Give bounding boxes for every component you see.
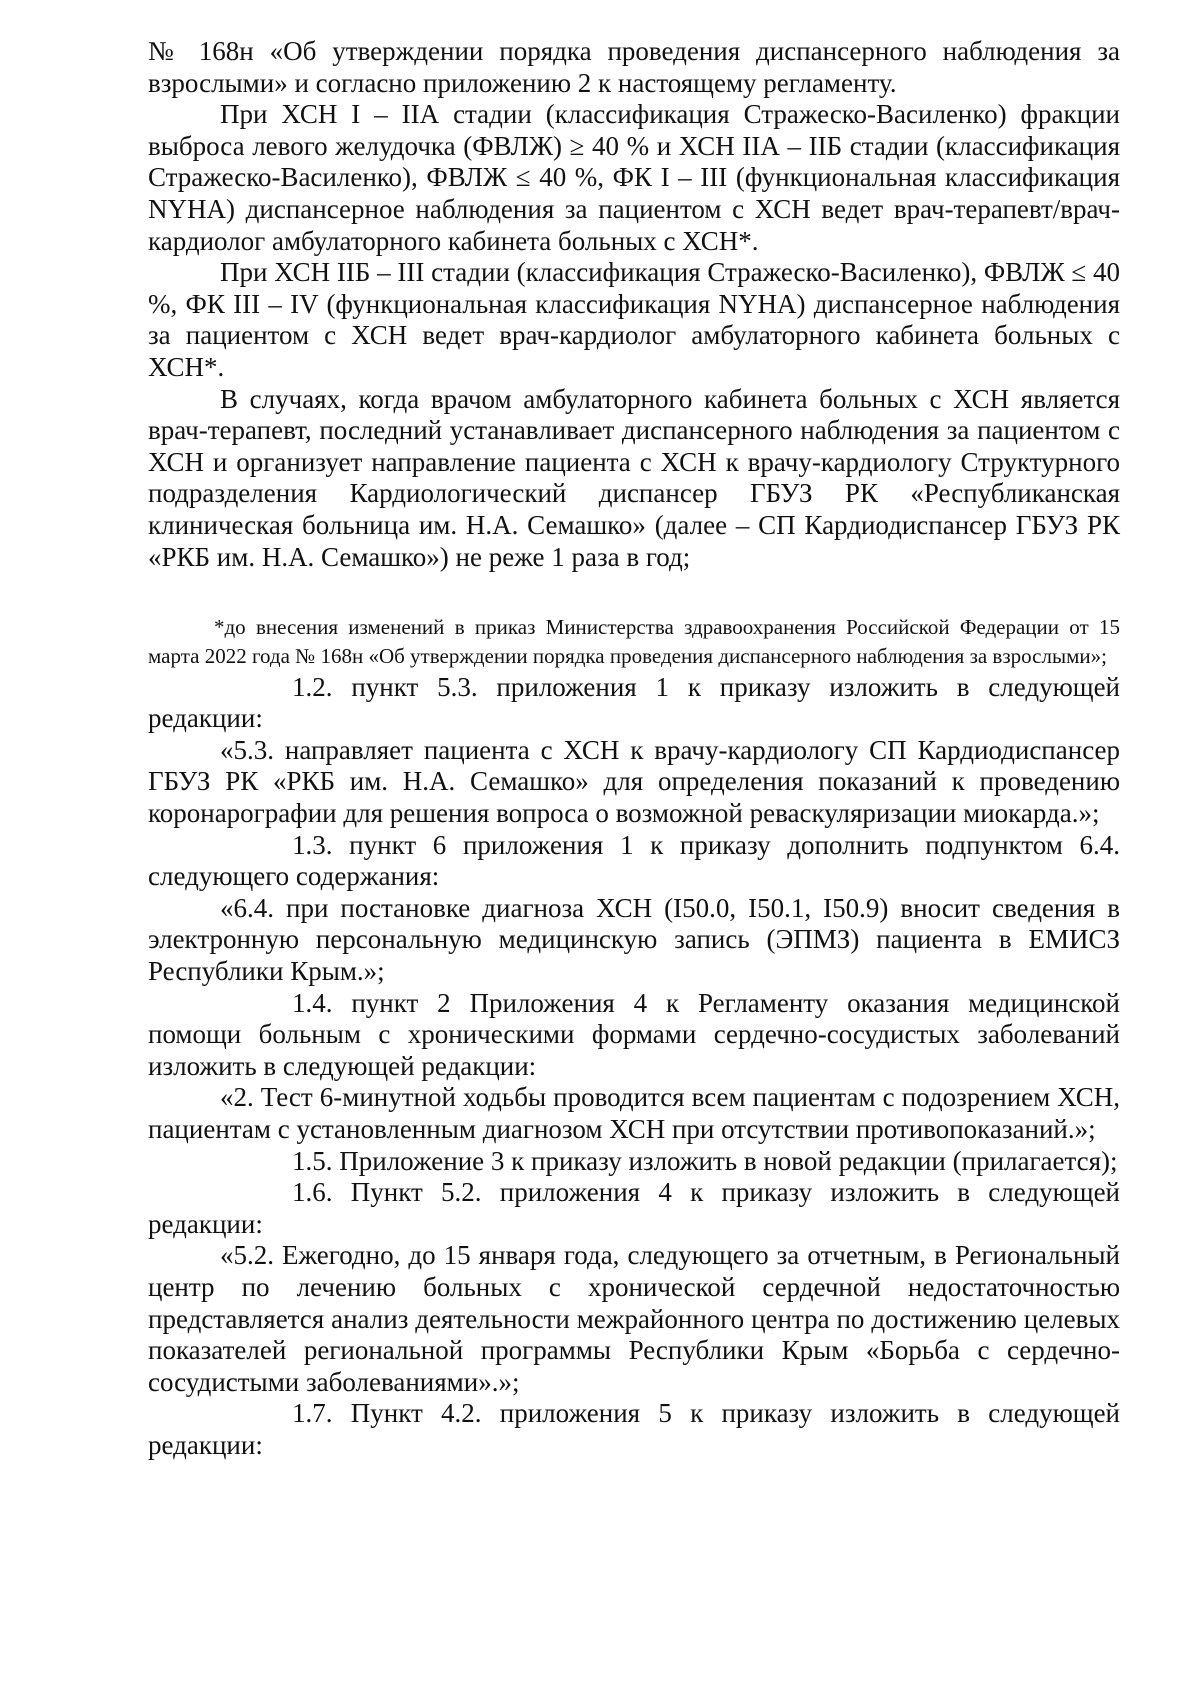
item-number: 1.4. xyxy=(292,987,333,1018)
paragraph-chf-stage-2b-3: При ХСН IIБ – III стадии (классификация Стражеско-Василенко), ФВЛЖ ≤ 40 %, ФК III – IV (функциональная классификация NYHA) диспансерное наблюдения за пациентом с ХСН ведет врач-кардиолог амбулаторного кабинета больных с ХСН*. xyxy=(148,257,1120,382)
item-number: 1.5. xyxy=(292,1145,333,1176)
paragraph-order-reference: № 168н «Об утверждении порядка проведения диспансерного наблюдения за взрослыми» и согласно приложению 2 к настоящему регламенту. xyxy=(148,36,1120,98)
paragraph-chf-stage-1-2a: При ХСН I – IIА стадии (классификация Стражеско-Василенко) фракции выброса левого желудочка (ФВЛЖ) ≥ 40 % и ХСН IIА – IIБ стадии (классификация Стражеско-Василенко), ФВЛЖ ≤ 40 %, ФК I – III (функциональная классификация NYHA) диспансерное наблюдения за пациентом с ХСН ведет врач-терапевт/врач-кардиолог амбулаторного кабинета больных с ХСН*. xyxy=(148,99,1120,256)
item-text: Приложение 3 к приказу изложить в новой редакции (прилагается); xyxy=(339,1145,1118,1176)
footnote: *до внесения изменений в приказ Министерства здравоохранения Российской Федерации от 15 марта 2022 года № 168н «Об утверждении порядка проведения диспансерного наблюдения за взрослыми»; xyxy=(148,615,1120,669)
quote-5-2: «5.2. Ежегодно, до 15 января года, следующего за отчетным, в Региональный центр по лечению больных с хронической сердечной недостаточностью представляется анализ деятельности межрайонного центра по достижению целевых показателей региональной программы Республики Крым «Борьба с сердечно-сосудистыми заболеваниями».»; xyxy=(148,1240,1120,1397)
item-1-7 xyxy=(148,1398,1120,1461)
quote-5-3: «5.3. направляет пациента с ХСН к врачу-кардиологу СП Кардиодиспансер ГБУЗ РК «РКБ им. Н.А. Семашко» для определения показаний к проведению коронарографии для решения вопроса о возможной реваскуляризации миокарда.»; xyxy=(148,734,1120,829)
item-1-4 xyxy=(148,988,1120,1083)
item-text: Пункт 5.2. приложения 4 к приказу изложить в следующей редакции: xyxy=(148,1177,1121,1239)
item-number: 1.3. xyxy=(292,829,333,860)
item-text: Пункт 4.2. приложения 5 к приказу изложить в следующей редакции: xyxy=(148,1398,1121,1460)
quote-2: «2. Тест 6-минутной ходьбы проводится всем пациентам с подозрением ХСН, пациентам с установленным диагнозом ХСН при отсутствии противопоказаний.»; xyxy=(148,1082,1120,1144)
quote-6-4: «6.4. при постановке диагноза ХСН (I50.0, I50.1, I50.9) вносит сведения в электронную персональную медицинскую запись (ЭПМЗ) пациента в ЕМИСЗ Республики Крым.»; xyxy=(148,892,1120,987)
document-page xyxy=(148,36,1120,1462)
item-number: 1.2. xyxy=(292,671,333,702)
item-1-3 xyxy=(148,830,1120,893)
item-1-2 xyxy=(148,672,1120,735)
item-text: пункт 5.3. приложения 1 к приказу изложить в следующей редакции: xyxy=(148,671,1121,734)
item-1-6 xyxy=(148,1177,1120,1240)
item-number: 1.6. xyxy=(292,1177,333,1208)
item-text: пункт 6 приложения 1 к приказу дополнить подпунктом 6.4. следующего содержания: xyxy=(148,829,1120,892)
item-number: 1.7. xyxy=(292,1398,333,1429)
item-text: пункт 2 Приложения 4 к Регламенту оказания медицинской помощи больным с хроническими формами сердечно-сосудистых заболеваний изложить в следующей редакции: xyxy=(148,987,1121,1081)
paragraph-therapist-referral: В случаях, когда врачом амбулаторного кабинета больных с ХСН является врач-терапевт, последний устанавливает диспансерного наблюдения за пациентом с ХСН и организует направление пациента с ХСН к врачу-кардиологу Структурного подразделения Кардиологический диспансер ГБУЗ РК «Республиканская клиническая больница им. Н.А. Семашко» (далее – СП Кардиодиспансер ГБУЗ РК «РКБ им. Н.А. Семашко») не реже 1 раза в год; xyxy=(148,383,1120,572)
item-1-5 xyxy=(148,1146,1120,1178)
footnote-spacer xyxy=(148,573,1120,613)
